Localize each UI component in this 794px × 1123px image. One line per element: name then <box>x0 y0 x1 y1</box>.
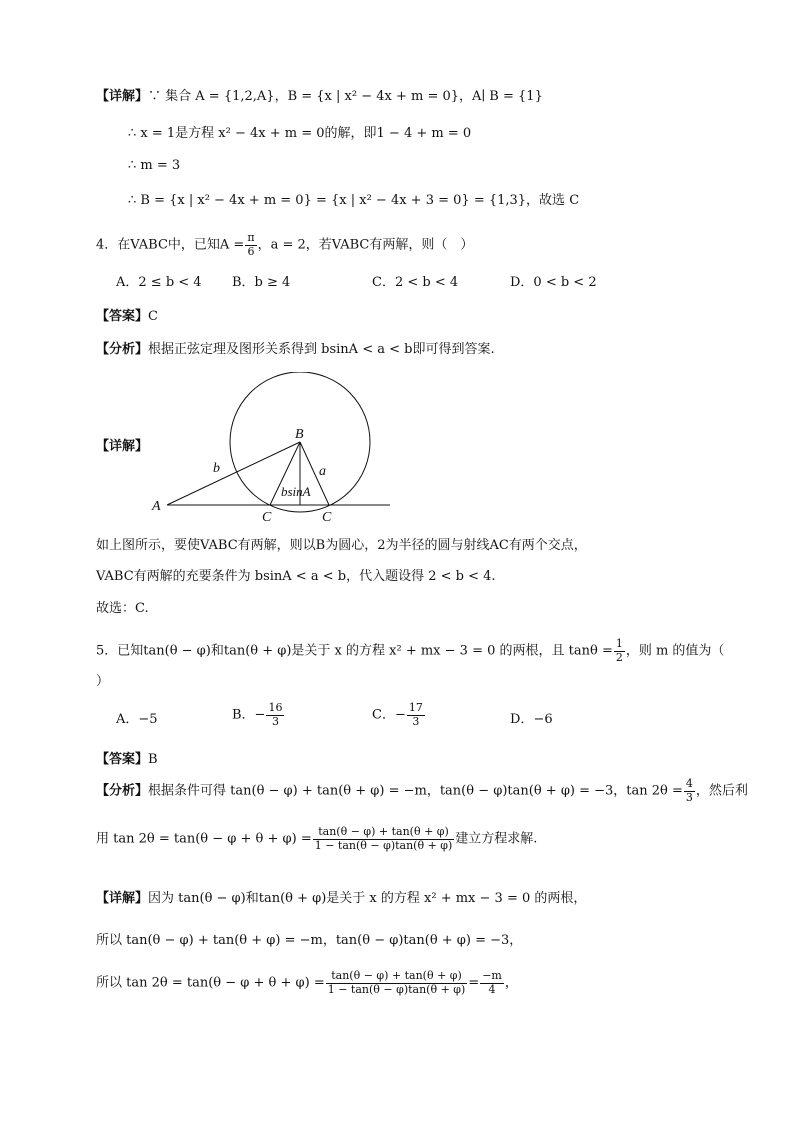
detail-tag: 【详解】 <box>96 891 149 906</box>
analysis-text: 根据正弦定理及图形关系得到 bsinA < a < b即可得到答案. <box>148 342 495 357</box>
q5-stem-a: 5．已知tan(θ − φ)和tan(θ + φ)是关于 x 的方程 x² + mx − 3 = 0 的两根，且 tanθ = <box>96 643 613 659</box>
option-value: −6 <box>533 712 553 727</box>
fraction-numerator: tan(θ − φ) + tan(θ + φ) <box>313 826 455 840</box>
detail-1-line-4: ∴ B = {x | x² − 4x + m = 0} = {x | x² − 4x + 3 = 0} = {1,3}，故选 C <box>128 193 580 208</box>
q4-stem-a: 4．在VABC中，已知A = <box>96 237 245 253</box>
option-fraction <box>407 702 425 728</box>
q5-option-b <box>232 702 285 728</box>
detail-tag: 【详解】 <box>96 89 149 104</box>
triangle-circle-figure <box>145 372 405 532</box>
q4-explain-2: VABC有两解的充要条件为 bsinA < a < b，代入题设得 2 < b < 4. <box>96 569 496 584</box>
detail-tag: 【详解】 <box>96 439 149 454</box>
analysis-tag: 【分析】 <box>96 342 149 357</box>
fraction-numerator: 17 <box>408 701 423 714</box>
analysis-fraction <box>684 778 695 804</box>
detail-text: ∵ 集合 A = {1,2,A}，B = {x | x² − 4x + m = 0}，A∣ B = {1} <box>148 89 543 104</box>
q4-option-b: B．b ≥ 4 <box>232 275 291 290</box>
detail-text: 因为 tan(θ − φ)和tan(θ + φ)是关于 x 的方程 x² + mx − 3 = 0 的两根， <box>148 891 587 906</box>
q5-stem <box>96 638 724 664</box>
q5-analysis <box>96 778 748 804</box>
label-side-a: a <box>319 464 326 479</box>
fraction-numerator: π <box>247 231 255 244</box>
q5-detail-2: 所以 tan(θ − φ) + tan(θ + φ) = −m，tan(θ − φ)tan(θ + φ) = −3， <box>96 933 523 948</box>
q4-stem <box>96 232 473 258</box>
q4-detail-tag <box>96 439 148 455</box>
option-prefix: B．− <box>232 707 266 723</box>
detail-fraction <box>326 970 468 996</box>
label-side-b: b <box>213 461 220 476</box>
answer-value: C <box>148 309 158 324</box>
fraction-denominator: 6 <box>247 244 255 258</box>
detail-1-line-2: ∴ x = 1是方程 x² − 4x + m = 0的解，即1 − 4 + m = 0 <box>128 126 472 141</box>
detail-fraction-2 <box>480 970 504 996</box>
answer-value: B <box>148 752 158 767</box>
analysis-tag: 【分析】 <box>96 783 149 799</box>
fraction-denominator: 2 <box>615 650 623 664</box>
q4-option-c: C．2 < b < 4 <box>372 275 459 290</box>
q4-option-d: D．0 < b < 2 <box>510 275 597 290</box>
q5-option-d <box>510 712 553 728</box>
fraction-denominator: 4 <box>488 982 496 996</box>
fraction-denominator: 1 − tan(θ − φ)tan(θ + φ) <box>327 982 466 996</box>
option-prefix: A． <box>116 712 139 727</box>
formula-text-a: 用 tan 2θ = tan(θ − φ + θ + φ) = <box>96 831 312 847</box>
fraction-denominator: 3 <box>271 714 279 728</box>
q5-option-c <box>372 702 426 728</box>
analysis-text-b: ，然后利 <box>695 783 748 799</box>
detail-text-a: 所以 tan 2θ = tan(θ − φ + θ + φ) = <box>96 975 325 991</box>
q4-analysis <box>96 342 495 358</box>
fraction-numerator: tan(θ − φ) + tan(θ + φ) <box>326 970 468 984</box>
q5-analysis-formula <box>96 826 537 852</box>
q5-stem-b: ，则 m 的值为（ <box>625 643 725 659</box>
label-c-left: C <box>262 510 272 525</box>
equals-sign: = <box>468 975 480 991</box>
label-bsina: bsinA <box>281 484 311 499</box>
q5-stem-fraction <box>614 638 625 664</box>
label-a-vertex: A <box>152 499 161 514</box>
q5-detail-1 <box>96 891 586 907</box>
option-value: −5 <box>138 712 158 727</box>
detail-1-line-3: ∴ m = 3 <box>128 158 181 173</box>
q4-option-a: A．2 ≤ b < 4 <box>116 275 202 290</box>
formula-text-b: 建立方程求解. <box>455 831 538 847</box>
label-c-right: C <box>322 510 332 525</box>
option-prefix: C．− <box>372 707 406 723</box>
fraction-numerator: 16 <box>268 701 283 714</box>
fraction-numerator: −m <box>482 969 502 982</box>
q5-stem-close: ） <box>96 674 110 689</box>
q5-answer <box>96 752 158 768</box>
fraction-numerator: 4 <box>685 777 693 790</box>
detail-text-b: ， <box>504 975 518 991</box>
answer-tag: 【答案】 <box>96 752 149 767</box>
analysis-text-a: 根据条件可得 tan(θ − φ) + tan(θ + φ) = −m，tan(θ − φ)tan(θ + φ) = −3，tan 2θ = <box>148 783 683 799</box>
q4-explain-1: 如上图所示，要使VABC有两解，则以B为圆心，2为半径的圆与射线AC有两个交点， <box>96 538 587 553</box>
option-prefix: D． <box>510 712 534 727</box>
fraction-numerator: 1 <box>615 637 623 650</box>
q4-stem-fraction <box>245 232 256 258</box>
detail-1-line-1 <box>96 89 543 105</box>
q4-stem-b: ，a = 2，若VABC有两解，则（ ） <box>257 237 474 253</box>
q4-conclusion: 故选：C. <box>96 601 149 616</box>
option-fraction <box>266 702 284 728</box>
fraction-denominator: 3 <box>685 790 693 804</box>
fraction-denominator: 1 − tan(θ − φ)tan(θ + φ) <box>314 838 453 852</box>
answer-tag: 【答案】 <box>96 309 149 324</box>
formula-fraction <box>313 826 455 852</box>
q5-option-a <box>116 712 158 728</box>
q4-answer <box>96 309 158 325</box>
q5-detail-3 <box>96 970 518 996</box>
fraction-denominator: 3 <box>412 714 420 728</box>
label-b-vertex: B <box>295 427 304 442</box>
